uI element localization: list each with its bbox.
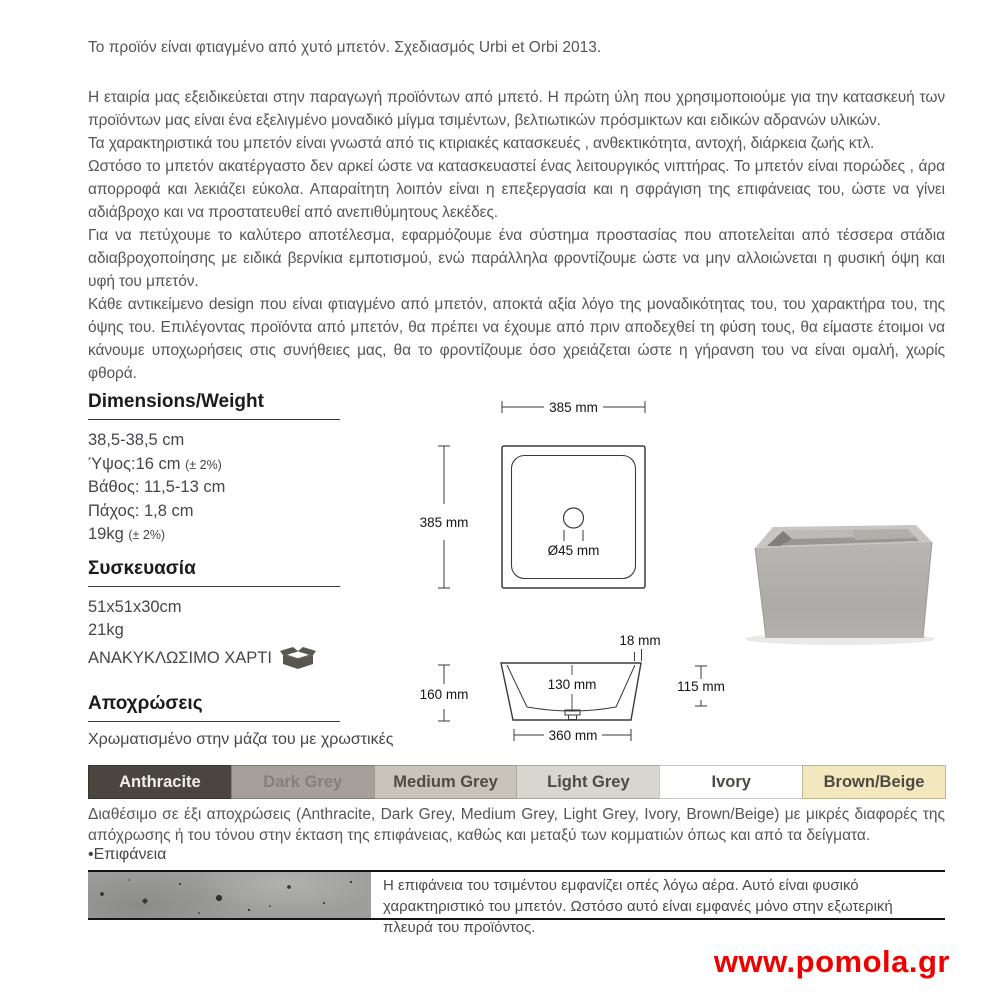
packaging-section <box>88 558 408 676</box>
packaging-size: 51x51x30cm <box>88 598 182 616</box>
swatch-label: Ivory <box>711 772 751 791</box>
shades-subtitle: Χρωματισμένο στην μάζα του με χρωστικές <box>88 731 394 748</box>
profile-height-label: 160 mm <box>419 687 469 702</box>
dimension-value: Ύψος:16 cm <box>88 454 181 473</box>
dimension-item <box>88 476 388 500</box>
open-cardboard-box-icon <box>280 641 316 676</box>
right-height-label: 115 mm <box>677 679 725 694</box>
dimensions-list <box>88 429 388 547</box>
inner-depth-label: 130 mm <box>547 677 597 692</box>
dimension-note: (± 2%) <box>128 528 166 542</box>
swatch-label: Brown/Beige <box>823 772 925 791</box>
shades-title: Αποχρώσεις <box>88 693 340 722</box>
paragraph: Ωστόσο το μπετόν ακατέργαστο δεν αρκεί ώστε να κατασκευαστεί ένας λειτουργικός νιπτήρας. Το μπετόν είναι πορώδες , άρα απορροφά και λεκιάζει εύκολα. Απαραίτητη λοιπόν είναι η επεξεργασία και η σφράγιση της επιφάνειας του, ώστε να γίνει αδιάβροχο και να προστατευθεί από ανεπιθύμητους λεκέδες. <box>88 158 945 221</box>
swatch-label: Anthracite <box>119 772 201 791</box>
swatch-label: Light Grey <box>547 772 630 791</box>
swatch-label: Medium Grey <box>393 772 498 791</box>
surface-bullet-label: •Επιφάνεια <box>88 846 167 863</box>
plan-width-label: 385 mm <box>549 400 598 415</box>
swatch-anthracite <box>88 765 232 799</box>
swatch-brown-beige <box>802 765 946 799</box>
swatch-label: Dark Grey <box>263 772 343 791</box>
bottom-width-label: 360 mm <box>548 728 598 743</box>
paragraph: Τα χαρακτηριστικά του μπετόν είναι γνωστά από τις κτιριακές κατασκευές , ανθεκτικότητα, αντοχή, διάρκεια ζωής κτλ. <box>88 135 875 152</box>
paragraph: Κάθε αντικείμενο design που είναι φτιαγμένο από μπετόν, αποκτά αξία λόγο της μοναδικότητας του, του χαρακτήρα του, της όψης του. Επιλέγοντας προϊόντα από μπετόν, θα πρέπει να έχουμε από πριν αποδεχθεί τη φύση τους, θα είμαστε έτοιμοι να κάνουμε υποχωρήσεις στις συνήθειες μας, θα το φροντίζουμε όσο χρειάζεται ώστε η γήρανση του να είναι ομαλή, χωρίς φθορά. <box>88 296 945 382</box>
dimension-value: Πάχος: 1,8 cm <box>88 501 194 520</box>
shades-description: Διαθέσιμο σε έξι αποχρώσεις (Anthracite, Dark Grey, Medium Grey, Light Grey, Ivory, Brown/Beige) με μικρές διαφορές της απόχρωσης ή του τόνου στην έκταση της επιφάνειας, καθώς και μεταξύ των κομματιών όπως και από τα δείγματα. <box>88 806 945 844</box>
dimension-item <box>88 500 388 524</box>
surface-text: Η επιφάνεια του τσιμέντου εμφανίζει οπές λόγω αέρα. Αυτό είναι φυσικό χαρακτηριστικό του μπετόν. Ωστόσο αυτό είναι εμφανές μόνο στην εξωτερική πλευρά του προϊόντος. <box>383 877 893 936</box>
swatch-dark-grey <box>231 765 375 799</box>
swatch-medium-grey <box>374 765 518 799</box>
paragraph: Για να πετύχουμε το καλύτερο αποτέλεσμα, εφαρμόζουμε ένα σύστημα προστασίας που αποτελείται από τέσσερα στάδια αδιαβροχοποίησης με ειδικά βερνίκια εμποτισμού, ενώ παράλληλα φροντίζουμε ώστε να μην αλλοιώνεται η φυσική όψη και υφή του μπετόν. <box>88 227 945 290</box>
intro-text: Το προϊόν είναι φτιαγμένο από χυτό μπετόν. Σχεδιασμός Urbi et Orbi 2013. <box>88 39 602 56</box>
packaging-list <box>88 596 408 676</box>
surface-band <box>88 870 945 936</box>
packaging-title: Συσκευασία <box>88 558 340 587</box>
swatch-light-grey <box>516 765 660 799</box>
paragraph: Η εταιρία μας εξειδικεύεται στην παραγωγή προϊόντων από μπετό. Η πρώτη ύλη που χρησιμοποιούμε για την κατασκευή των προϊόντων μας είναι ένα εξελιγμένο μοναδικό μίγμα τσιμέντων, βελτιωτικών πρόσμικτων και ειδικών αδρανών υλικών. <box>88 89 945 129</box>
dimensions-section <box>88 391 388 547</box>
plan-height-label: 385 mm <box>419 515 469 530</box>
swatch-ivory <box>659 765 803 799</box>
dimension-note: (± 2%) <box>185 457 222 472</box>
packaging-material: ΑΝΑΚΥΚΛΩΣΙΜΟ ΧΑΡΤΙ <box>88 649 272 667</box>
dimension-value: 19kg <box>88 525 124 543</box>
concrete-texture-image <box>88 872 371 918</box>
website-url: www.pomola.gr <box>713 944 950 979</box>
dimension-value: Βάθος: 11,5-13 cm <box>88 478 226 496</box>
body-paragraphs <box>88 86 945 385</box>
technical-drawing <box>418 388 748 758</box>
drain-diameter-label: Ø45 mm <box>547 543 600 558</box>
dimension-item <box>88 429 388 453</box>
color-swatch-row <box>88 765 945 799</box>
dimension-item <box>88 523 388 547</box>
packaging-weight: 21kg <box>88 620 124 639</box>
product-photo-concrete-sink <box>740 498 950 648</box>
rim-thickness-label: 18 mm <box>619 633 661 648</box>
packaging-material-line <box>88 641 408 676</box>
dimensions-title: Dimensions/Weight <box>88 391 340 420</box>
dimension-item <box>88 453 388 477</box>
dimension-value: 38,5-38,5 cm <box>88 431 185 449</box>
